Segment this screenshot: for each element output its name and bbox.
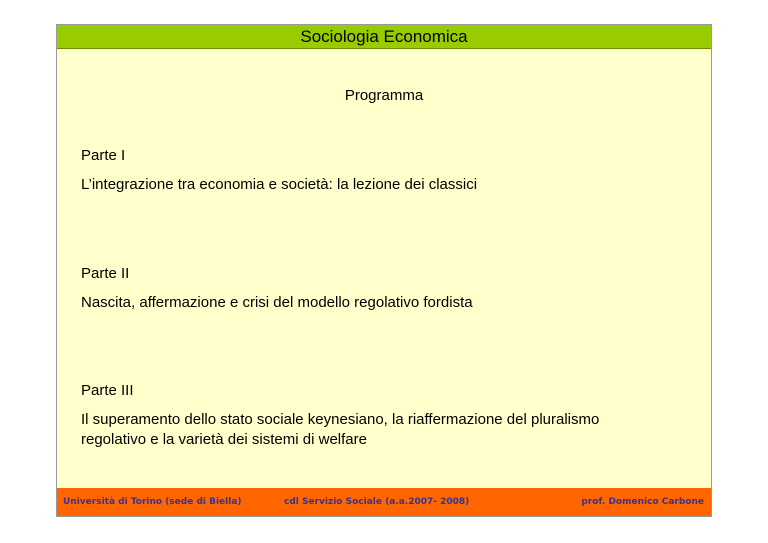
part-3-label: Parte III bbox=[81, 382, 134, 399]
footer-course: cdl Servizio Sociale (a.a.2007- 2008) bbox=[284, 497, 470, 507]
slide-footer bbox=[57, 488, 711, 516]
part-2-description: Nascita, affermazione e crisi del modello regolativo fordista bbox=[81, 294, 473, 311]
program-heading: Programma bbox=[344, 87, 424, 104]
part-1-section bbox=[81, 147, 681, 195]
part-3-description-line-2: regolativo e la varietà dei sistemi di welfare bbox=[81, 431, 367, 448]
footer-professor: prof. Domenico Carbone bbox=[581, 497, 704, 507]
part-1-description: L’integrazione tra economia e società: la lezione dei classici bbox=[81, 176, 478, 193]
part-3-section bbox=[81, 382, 681, 450]
footer-university: Università di Torino (sede di Biella) bbox=[63, 497, 242, 507]
part-2-label: Parte II bbox=[81, 265, 130, 282]
slide bbox=[56, 24, 712, 517]
part-1-label: Parte I bbox=[81, 147, 126, 164]
part-2-section bbox=[81, 265, 681, 313]
slide-title: Sociologia Economica bbox=[57, 25, 711, 49]
part-3-description-line-1: Il superamento dello stato sociale keynesiano, la riaffermazione del pluralismo bbox=[81, 411, 600, 428]
